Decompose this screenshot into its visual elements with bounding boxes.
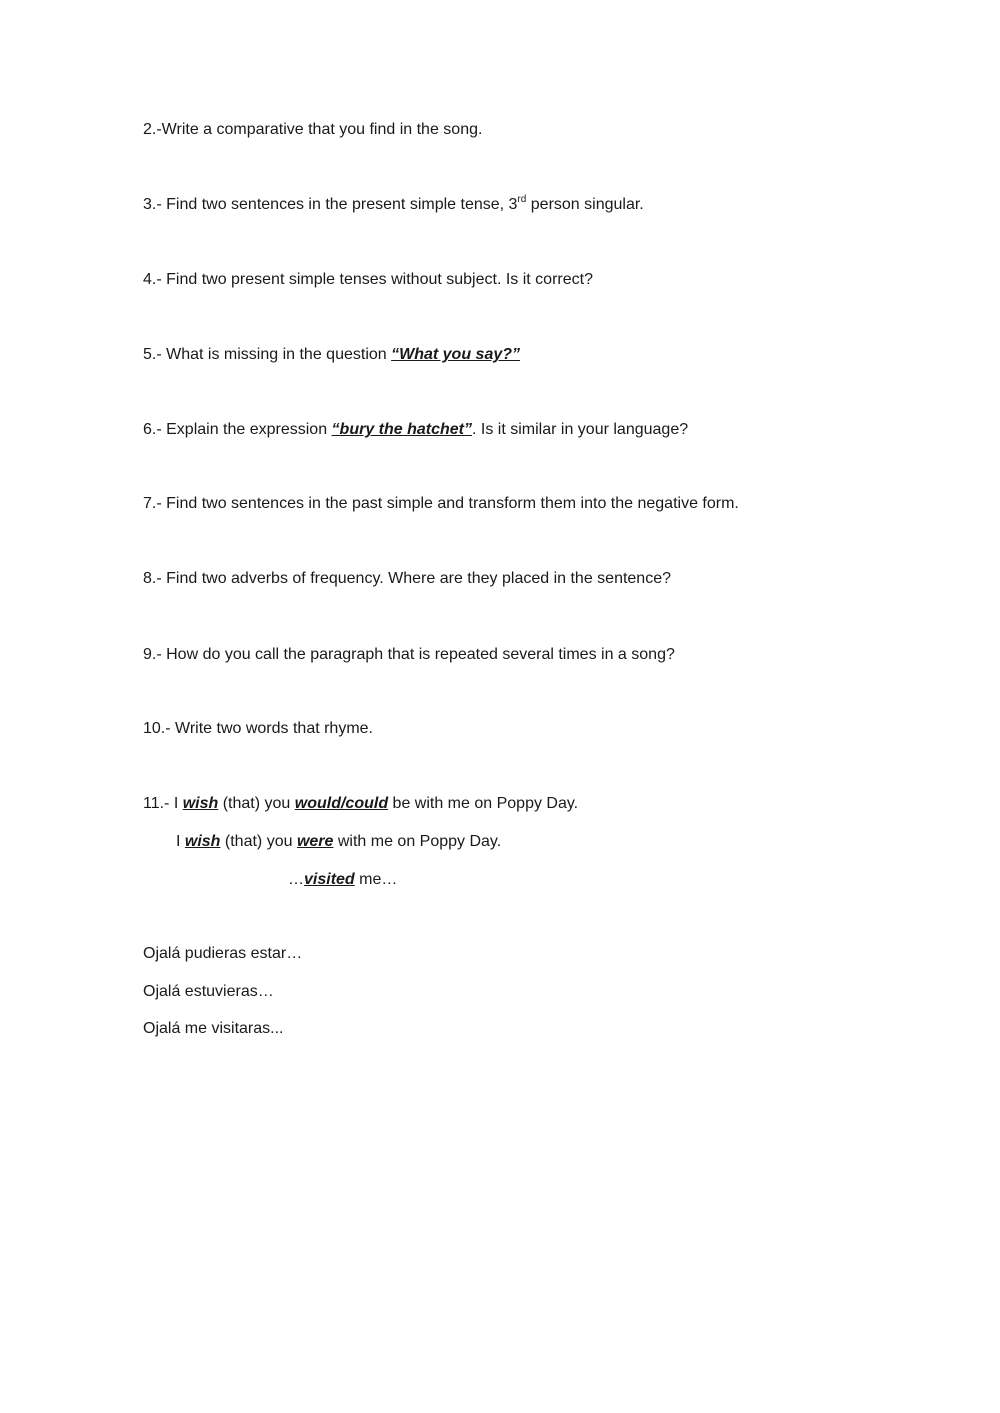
question-10 xyxy=(143,719,373,739)
question-7 xyxy=(143,494,739,514)
question-6-text: 6.- Explain the expression xyxy=(143,421,332,438)
quoted-question: “What you say?” xyxy=(391,346,521,363)
question-5 xyxy=(143,345,520,365)
question-4-text: 4.- Find two present simple tenses without subject. Is it correct? xyxy=(143,271,593,288)
question-8 xyxy=(143,569,671,589)
question-6-text-end: . Is it similar in your language? xyxy=(472,421,689,438)
spanish-line-1 xyxy=(143,944,302,964)
q11-text: … xyxy=(288,871,304,888)
question-2-text: 2.-Write a comparative that you find in the song. xyxy=(143,121,483,138)
question-3-text-end: person singular. xyxy=(526,196,644,213)
wish-word: wish xyxy=(182,795,219,812)
q11-text: with me on Poppy Day. xyxy=(333,833,502,850)
question-2 xyxy=(143,120,482,140)
question-8-text: 8.- Find two adverbs of frequency. Where are they placed in the sentence? xyxy=(143,570,671,587)
question-10-text: 10.- Write two words that rhyme. xyxy=(143,720,373,737)
ordinal-suffix: rd xyxy=(517,194,527,205)
question-7-text: 7.- Find two sentences in the past simple and transform them into the negative form. xyxy=(143,495,739,512)
spanish-line-2 xyxy=(143,982,274,1002)
question-11-line-2 xyxy=(176,832,501,852)
question-3-text: 3.- Find two sentences in the present simple tense, 3 xyxy=(143,196,518,213)
modal-words: would/could xyxy=(294,795,389,812)
question-9 xyxy=(143,645,675,665)
question-6 xyxy=(143,420,688,440)
q11-text: I xyxy=(176,833,185,850)
spanish-text: Ojalá estuvieras… xyxy=(143,983,274,1000)
spanish-text: Ojalá pudieras estar… xyxy=(143,945,303,962)
question-5-text: 5.- What is missing in the question xyxy=(143,346,392,363)
spanish-text: Ojalá me visitaras... xyxy=(143,1020,284,1037)
question-3 xyxy=(143,195,644,215)
q11-text: (that) you xyxy=(218,795,295,812)
question-9-text: 9.- How do you call the paragraph that is repeated several times in a song? xyxy=(143,646,675,663)
q11-text: 11.- I xyxy=(143,795,183,812)
visited-word: visited xyxy=(304,871,355,888)
q11-text: me… xyxy=(354,871,398,888)
question-4 xyxy=(143,270,593,290)
quoted-expression: “bury the hatchet” xyxy=(331,421,473,438)
q11-text: (that) you xyxy=(220,833,297,850)
q11-text: be with me on Poppy Day. xyxy=(388,795,579,812)
question-11-line-1 xyxy=(143,794,578,814)
question-11-line-3 xyxy=(288,870,397,890)
were-word: were xyxy=(296,833,334,850)
wish-word: wish xyxy=(184,833,221,850)
spanish-line-3 xyxy=(143,1019,283,1039)
